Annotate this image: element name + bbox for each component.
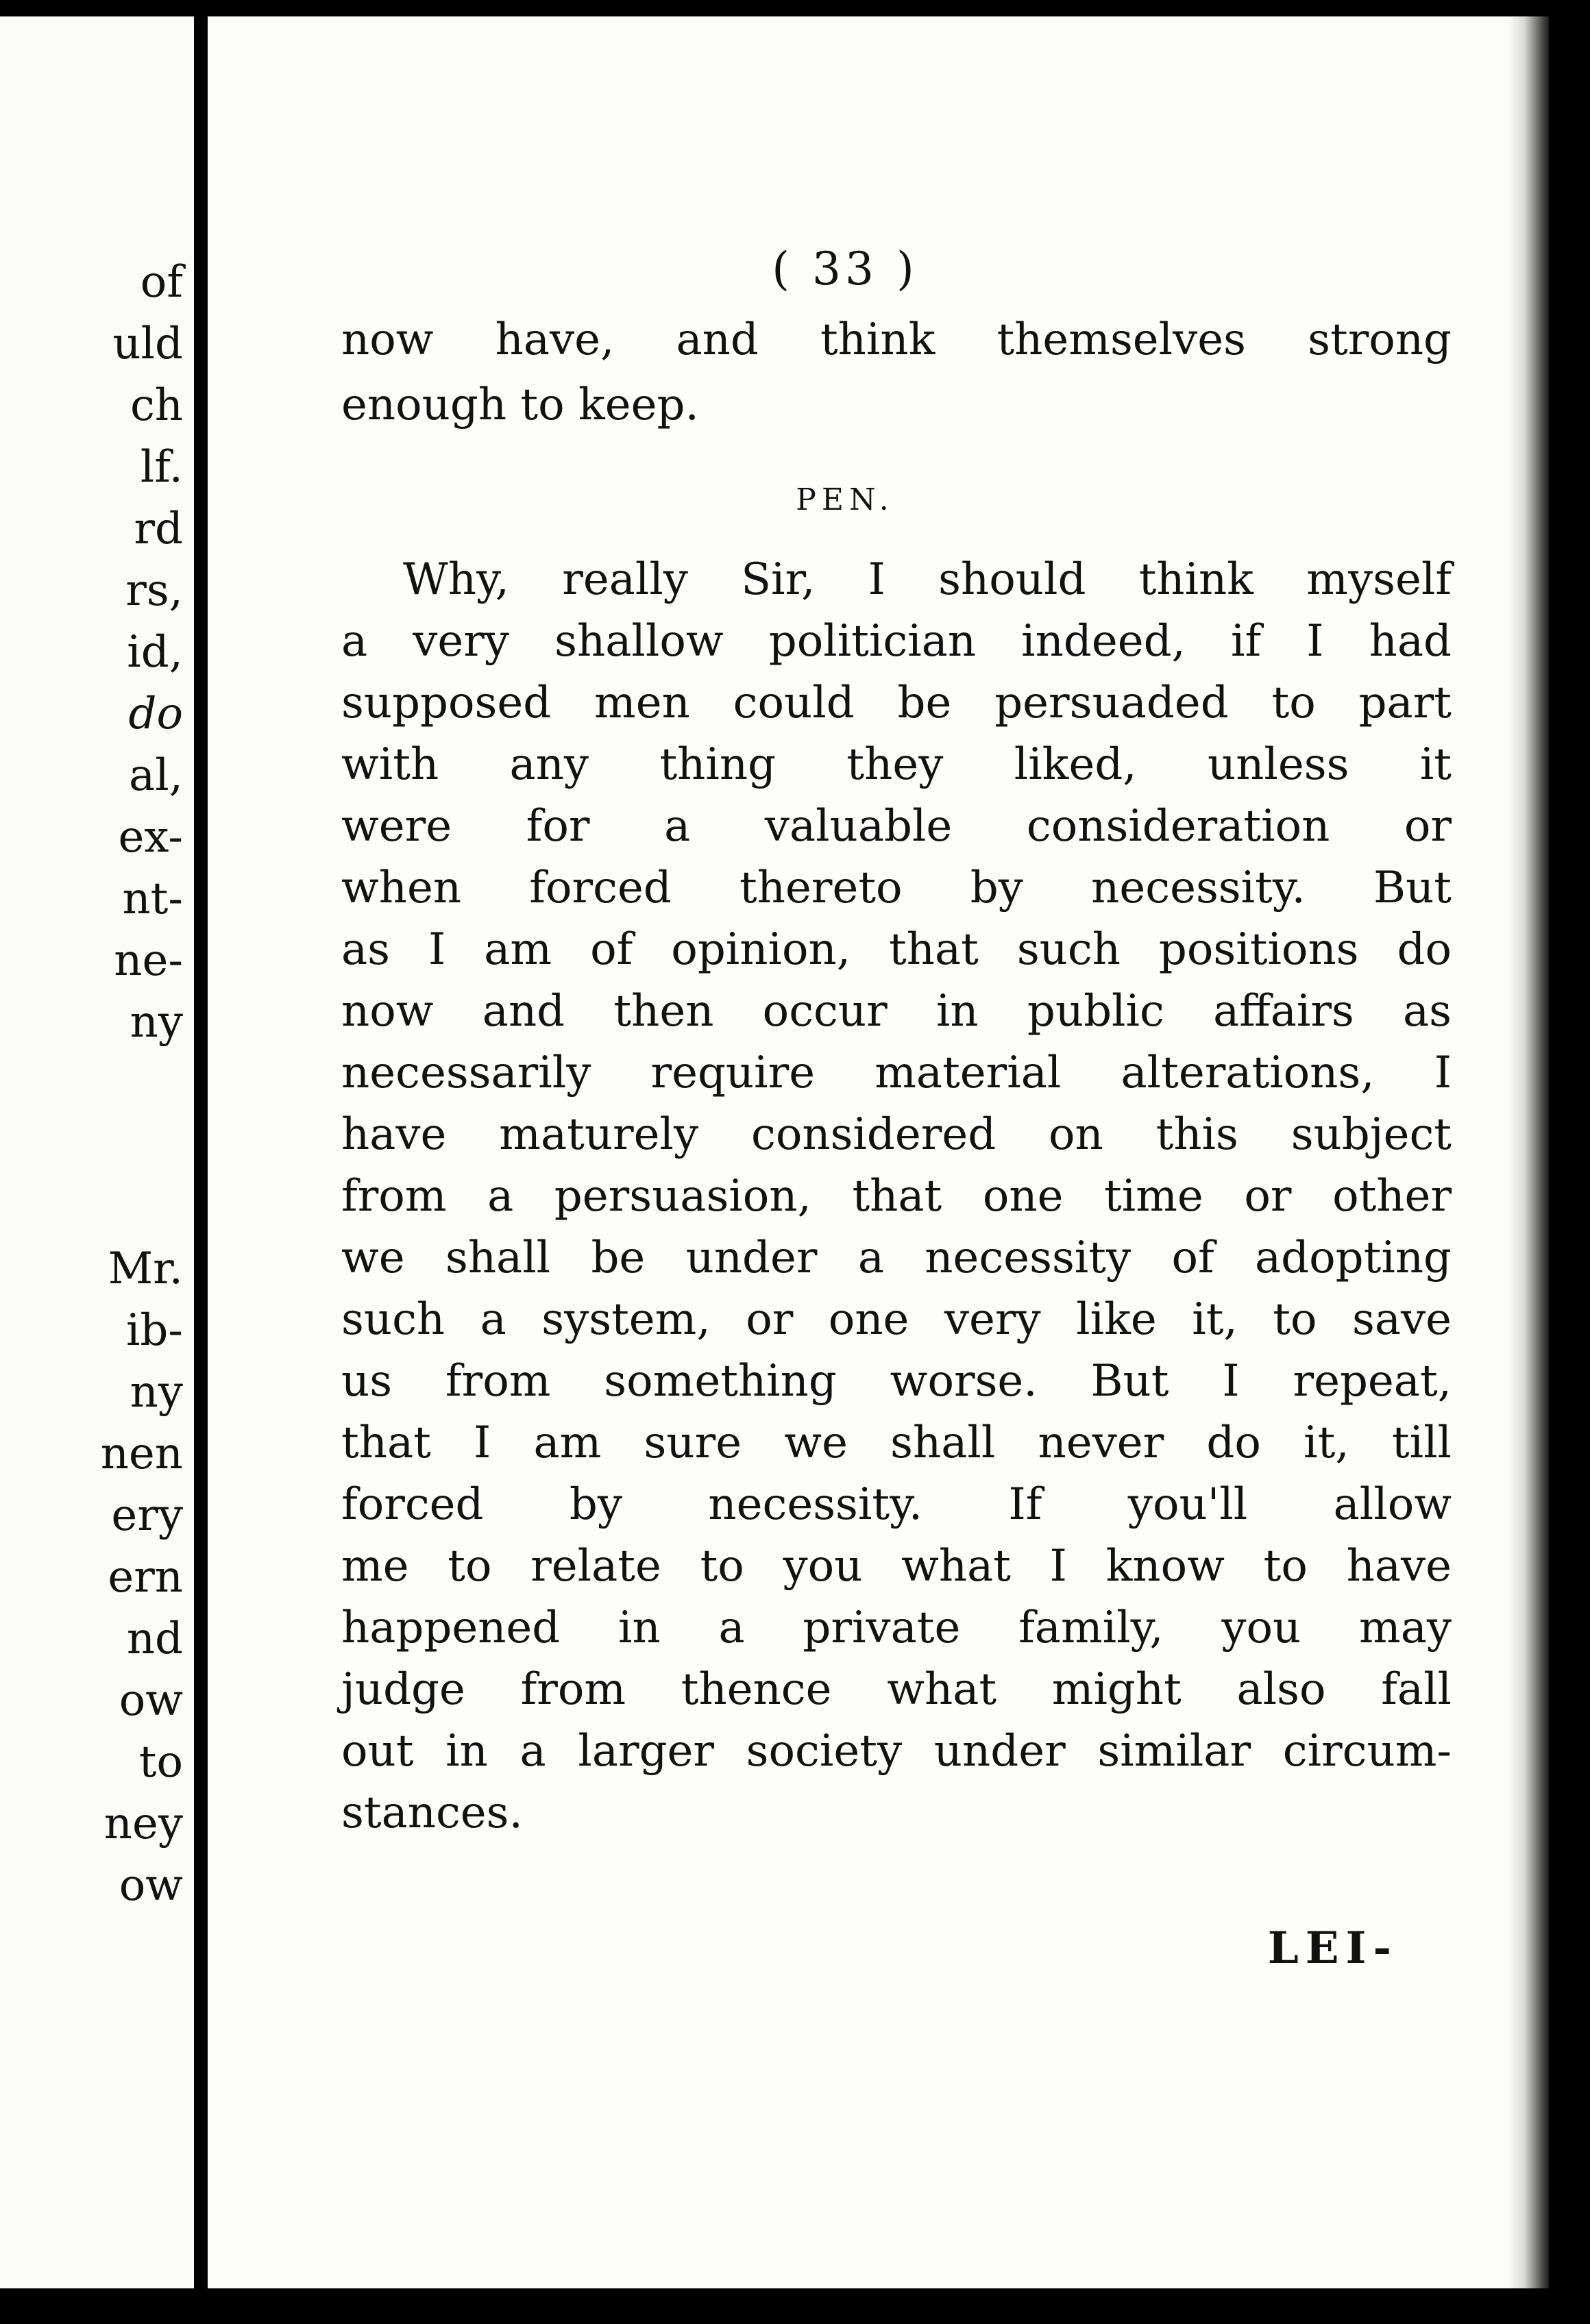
left-line-ending: nen — [100, 1429, 183, 1479]
paragraph-line: Why, really Sir, I should think myself — [403, 554, 1452, 605]
paragraph-line: forced by necessity. If you'll allow — [341, 1479, 1452, 1530]
left-line-ending: rs, — [125, 565, 183, 616]
paragraph-line: us from something worse. But I repeat, — [341, 1356, 1452, 1407]
catchword: LEI- — [1267, 1923, 1398, 1974]
left-line-ending: of — [140, 257, 183, 308]
paragraph-line: happened in a private family, you may — [341, 1603, 1452, 1653]
left-line-ending: uld — [112, 319, 183, 369]
speaker-heading: PEN. — [796, 482, 894, 517]
left-line-ending: ch — [130, 380, 183, 431]
left-line-ending: ney — [103, 1798, 183, 1849]
paragraph-line: from a persuasion, that one time or other — [341, 1171, 1452, 1222]
paragraph-line: when forced thereto by necessity. But — [341, 863, 1452, 913]
left-line-ending: ne- — [114, 935, 183, 986]
left-line-ending: ib- — [125, 1305, 183, 1356]
left-line-ending: lf. — [140, 442, 183, 493]
paragraph-line: necessarily require material alterations, I — [341, 1048, 1452, 1098]
left-line-ending: ex- — [118, 812, 183, 863]
body-text-line: enough to keep. — [341, 380, 699, 430]
previous-page-fragment — [0, 16, 194, 2288]
paragraph-line: a very shallow politician indeed, if I had — [341, 616, 1452, 667]
left-line-ending: ow — [119, 1675, 183, 1726]
paragraph-line: were for a valuable consideration or — [341, 801, 1452, 852]
left-line-ending: rd — [134, 504, 183, 554]
page-number: ( 33 ) — [772, 243, 918, 295]
page-edge-shadow — [1508, 16, 1549, 2288]
left-line-ending: al, — [129, 750, 183, 801]
left-line-ending: ow — [119, 1860, 183, 1911]
paragraph-line: out in a larger society under similar circum- — [341, 1726, 1452, 1777]
paragraph-line: supposed men could be persuaded to part — [341, 678, 1452, 728]
left-line-ending: ny — [130, 997, 183, 1048]
body-text-line: now have, and think themselves strong — [341, 314, 1452, 365]
paragraph-line: now and then occur in public affairs as — [341, 986, 1452, 1037]
left-line-ending: nd — [126, 1614, 183, 1664]
book-gutter — [194, 0, 208, 2324]
left-line-ending: to — [138, 1737, 183, 1788]
left-line-ending: Mr. — [108, 1244, 183, 1294]
left-line-ending: nt- — [122, 874, 183, 924]
paragraph-line: we shall be under a necessity of adopting — [341, 1233, 1452, 1283]
book-page — [208, 16, 1549, 2288]
left-line-ending: id, — [127, 627, 183, 678]
paragraph-line: such a system, or one very like it, to save — [341, 1294, 1452, 1345]
paragraph-line: with any thing they liked, unless it — [341, 739, 1452, 790]
paragraph-line: have maturely considered on this subject — [341, 1109, 1452, 1160]
paragraph-line: stances. — [341, 1788, 523, 1838]
left-line-ending: ny — [130, 1367, 183, 1418]
left-line-ending: do — [128, 689, 183, 739]
left-line-ending: ern — [108, 1552, 183, 1603]
left-line-ending: ery — [111, 1490, 183, 1541]
paragraph-line: judge from thence what might also fall — [341, 1664, 1452, 1715]
paragraph-line: as I am of opinion, that such positions do — [341, 924, 1452, 975]
paragraph-line: that I am sure we shall never do it, till — [341, 1418, 1452, 1468]
paragraph-line: me to relate to you what I know to have — [341, 1541, 1452, 1592]
